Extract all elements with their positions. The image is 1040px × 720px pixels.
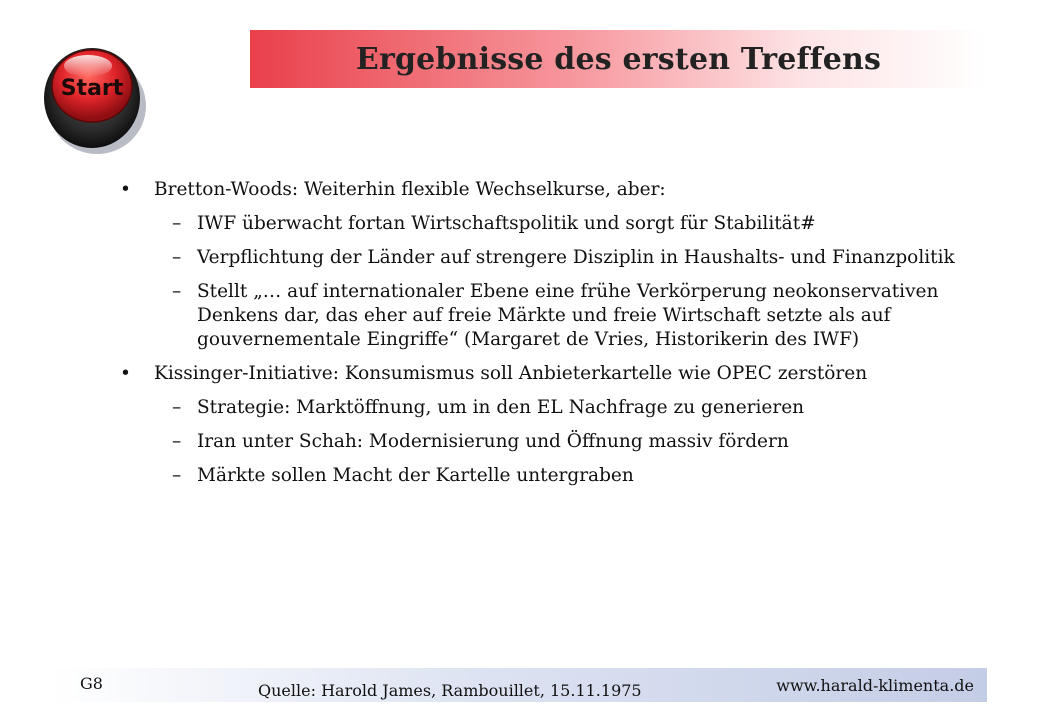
bullet-text: Bretton-Woods: Weiterhin flexible Wechselkurse, aber: (154, 179, 666, 200)
sub-bullet-item (120, 246, 980, 270)
bullet-text: Kissinger-Initiative: Konsumismus soll Anbieterkartelle wie OPEC zerstören (154, 363, 868, 384)
sub-bullet-mark: – (172, 281, 182, 302)
footer-source: Quelle: Harold James, Rambouillet, 15.11.1975 (258, 681, 642, 700)
sub-bullet-mark: – (172, 247, 182, 268)
start-button[interactable] (42, 38, 148, 156)
title-banner (250, 30, 987, 88)
footer-slide-label: G8 (80, 674, 103, 693)
sub-bullet-text: Strategie: Marktöffnung, um in den EL Nachfrage zu generieren (197, 397, 805, 418)
bullet-list (120, 178, 980, 498)
sub-bullet-mark: – (172, 397, 182, 418)
bullet-item (120, 362, 980, 386)
sub-bullet-text: Stellt „… auf internationaler Ebene eine frühe Verkörperung neokonservativen Denkens dar, das eher auf freie Märkte und freie Wirtschaft setzte als auf gouvernementale Eingriffe“ (Margaret de Vries, Historikerin des IWF) (197, 281, 939, 350)
sub-bullet-text: IWF überwacht fortan Wirtschaftspolitik und sorgt für Stabilität# (197, 213, 816, 234)
sub-bullet-text: Verpflichtung der Länder auf strengere Disziplin in Haushalts- und Finanzpolitik (197, 247, 955, 268)
sub-bullet-mark: – (172, 213, 182, 234)
sub-bullet-item (120, 212, 980, 236)
sub-bullet-mark: – (172, 431, 182, 452)
bullet-mark: • (120, 363, 131, 384)
sub-bullet-text: Iran unter Schah: Modernisierung und Öffnung massiv fördern (197, 431, 789, 452)
footer-website: www.harald-klimenta.de (776, 676, 974, 695)
sub-bullet-item (120, 280, 980, 352)
bullet-mark: • (120, 179, 131, 200)
start-button-label: Start (60, 76, 124, 101)
sub-bullet-item (120, 396, 980, 420)
slide-title: Ergebnisse des ersten Treffens (355, 41, 882, 77)
sub-bullet-item (120, 430, 980, 454)
sub-bullet-mark: – (172, 465, 182, 486)
sub-bullet-text: Märkte sollen Macht der Kartelle untergraben (197, 465, 634, 486)
start-button-icon (42, 38, 148, 156)
sub-bullet-item (120, 464, 980, 488)
bullet-item (120, 178, 980, 202)
